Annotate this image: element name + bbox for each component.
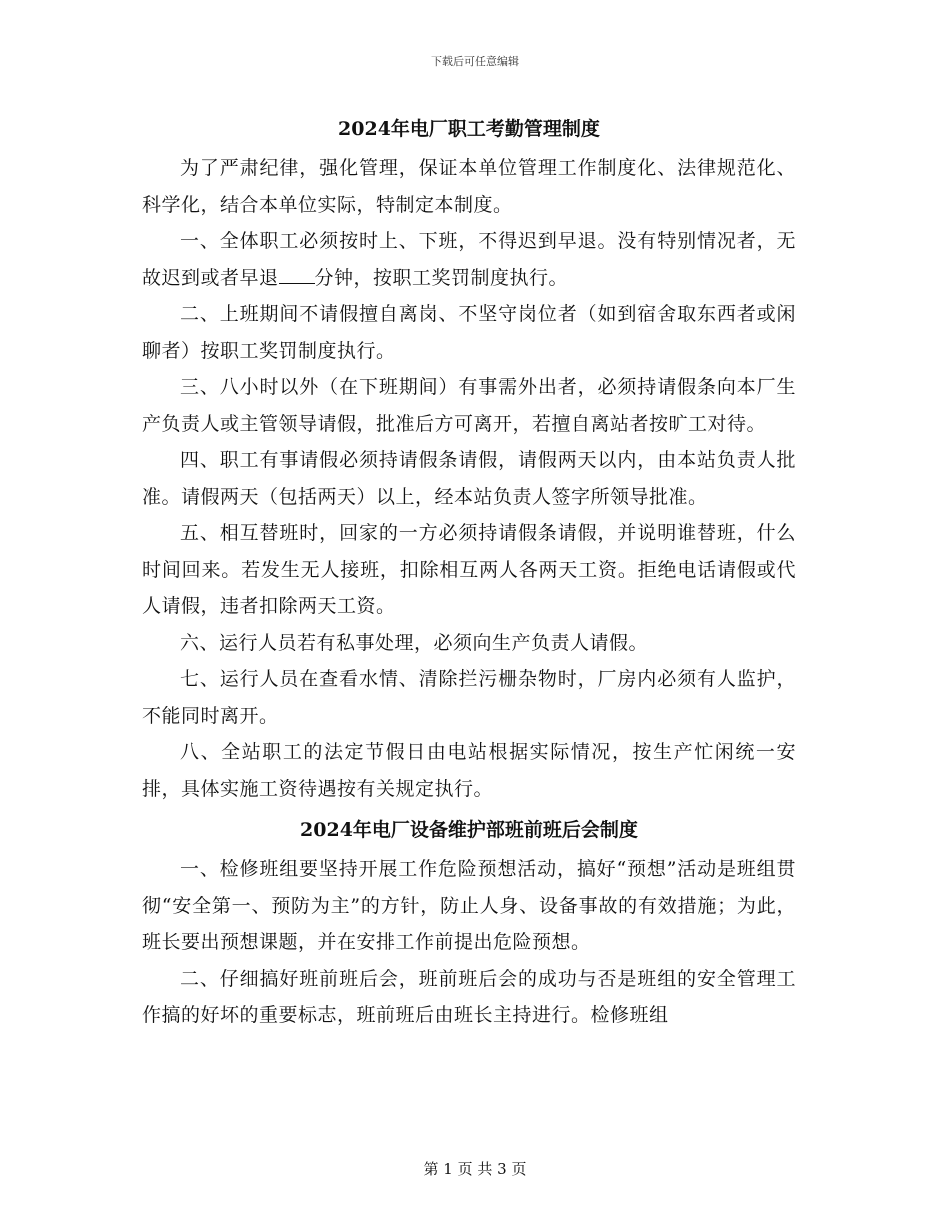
rule-item-8: 八、全站职工的法定节假日由电站根据实际情况，按生产忙闲统一安排，具体实施工资待遇按有关规定执行。: [142, 741, 796, 800]
intro-paragraph: 为了严肃纪律，强化管理，保证本单位管理工作制度化、法律规范化、科学化，结合本单位实际，特制定本制度。: [142, 157, 796, 216]
rule-item-1-text-end: 分钟，按职工奖罚制度执行。: [314, 266, 569, 289]
meeting-item-1: 一、检修班组要坚持开展工作危险预想活动，搞好“预想”活动是班组贯彻“安全第一、预防为主”的方针，防止人身、设备事故的有效措施；为此，班长要出预想课题，并在安排工作前提出危险预想。: [142, 858, 796, 953]
rule-item-4: 四、职工有事请假必须持请假条请假，请假两天以内，由本站负责人批准。请假两天（包括两天）以上，经本站负责人签字所领导批准。: [142, 449, 796, 508]
rule-item-7: 七、运行人员在查看水情、清除拦污栅杂物时，厂房内必须有人监护，不能同时离开。: [142, 668, 796, 727]
second-document-title: 2024年电厂设备维护部班前班后会制度: [300, 819, 638, 841]
rule-item-1-text: 一、全体职工必须按时上、下班，不得迟到早退。没有特别情况者，无故迟到或者早退: [142, 230, 796, 289]
rule-item-2: 二、上班期间不请假擅自离岗、不坚守岗位者（如到宿舍取东西者或闲聊者）按职工奖罚制度执行。: [142, 303, 796, 362]
document-body: [142, 112, 796, 1034]
document-title: 2024年电厂职工考勤管理制度: [338, 118, 600, 140]
meeting-item-2: 二、仔细搞好班前班后会，班前班后会的成功与否是班组的安全管理工作搞的好坏的重要标志，班前班后由班长主持进行。检修班组: [142, 967, 796, 1026]
rule-item-6: 六、运行人员若有私事处理，必须向生产负责人请假。: [180, 631, 649, 654]
rule-item-3: 三、八小时以外（在下班期间）有事需外出者，必须持请假条向本厂生产负责人或主管领导请假，批准后方可离开，若擅自离站者按旷工对待。: [142, 376, 796, 435]
rule-item-5: 五、相互替班时，回家的一方必须持请假条请假，并说明谁替班，什么时间回来。若发生无人接班，扣除相互两人各两天工资。拒绝电话请假或代人请假，违者扣除两天工资。: [142, 522, 796, 617]
fill-in-blank: [279, 265, 315, 284]
rule-item-1: [142, 223, 796, 296]
page-header-note: 下载后可任意编辑: [431, 55, 519, 68]
page-number: 第 1 页 共 3 页: [423, 1160, 527, 1178]
